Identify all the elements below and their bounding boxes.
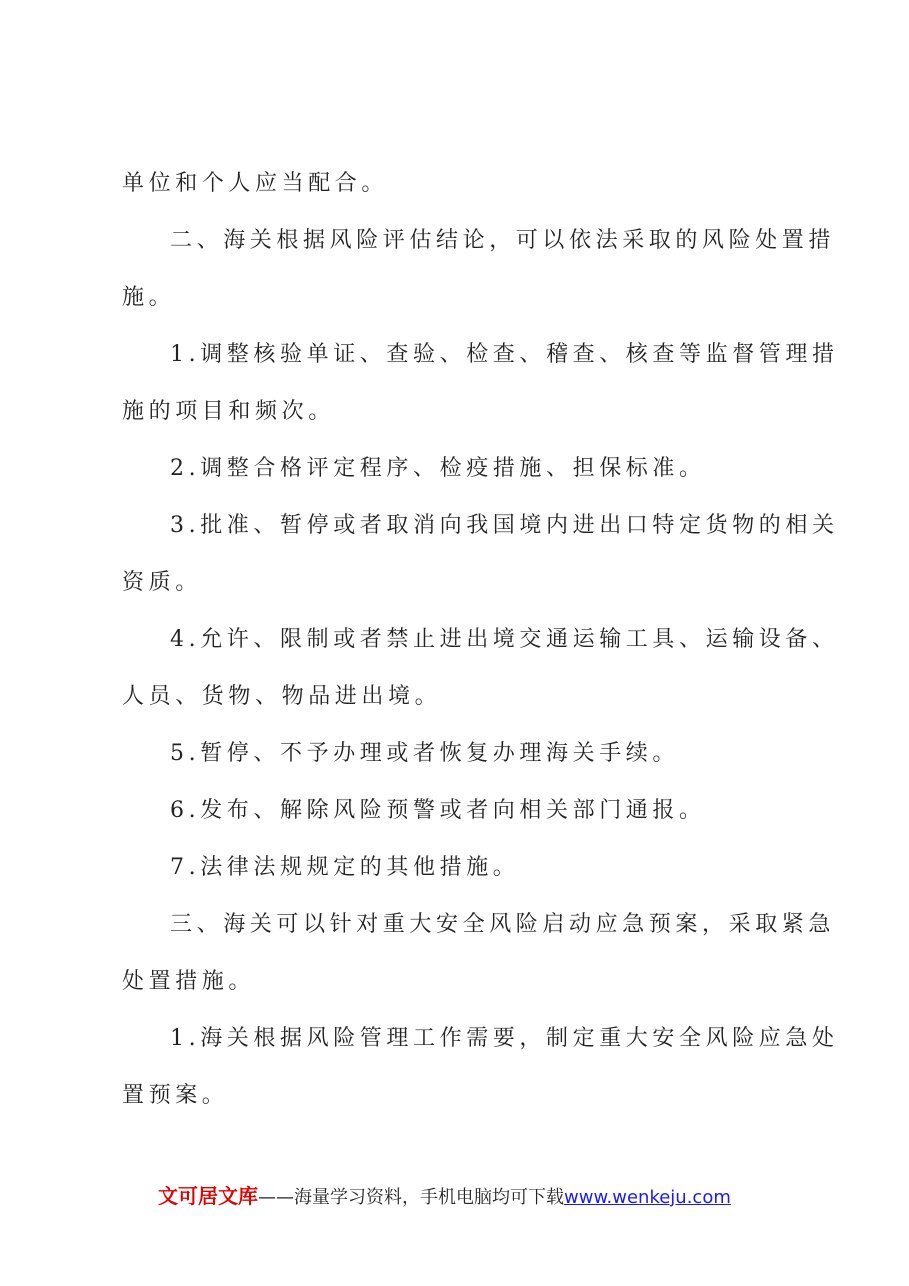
paragraph-line: 单位和个人应当配合。 xyxy=(122,171,389,196)
paragraph-line: 二、海关根据风险评估结论，可以依法采取的风险处置措 xyxy=(170,228,836,253)
footer-tagline: ——海量学习资料，手机电脑均可下载 xyxy=(258,1187,564,1208)
paragraph-line: 人员、货物、物品进出境。 xyxy=(122,684,442,709)
paragraph-line: 3.批准、暂停或者取消向我国境内进出口特定货物的相关 xyxy=(170,513,839,538)
paragraph-line: 资质。 xyxy=(122,570,202,595)
paragraph-line: 处置措施。 xyxy=(122,969,256,994)
footer-website-link[interactable]: www.wenkeju.com xyxy=(564,1187,731,1208)
footer-brand: 文可居文库 xyxy=(158,1184,258,1208)
paragraph-line: 5.暂停、不予办理或者恢复办理海关手续。 xyxy=(170,741,679,766)
paragraph-line: 2.调整合格评定程序、检疫措施、担保标准。 xyxy=(170,456,706,481)
paragraph-line: 1.海关根据风险管理工作需要，制定重大安全风险应急处 xyxy=(170,1026,839,1051)
paragraph-line: 4.允许、限制或者禁止进出境交通运输工具、运输设备、 xyxy=(170,627,839,652)
paragraph-line: 施的项目和频次。 xyxy=(122,399,335,424)
paragraph-line: 三、海关可以针对重大安全风险启动应急预案，采取紧急 xyxy=(170,912,836,937)
paragraph-line: 6.发布、解除风险预警或者向相关部门通报。 xyxy=(170,798,706,823)
paragraph-line: 1.调整核验单证、查验、检查、稽查、核查等监督管理措 xyxy=(170,342,839,367)
footer-banner xyxy=(158,1184,778,1210)
paragraph-line: 7.法律法规规定的其他措施。 xyxy=(170,855,520,880)
paragraph-line: 施。 xyxy=(122,285,176,310)
paragraph-line: 置预案。 xyxy=(122,1083,229,1108)
